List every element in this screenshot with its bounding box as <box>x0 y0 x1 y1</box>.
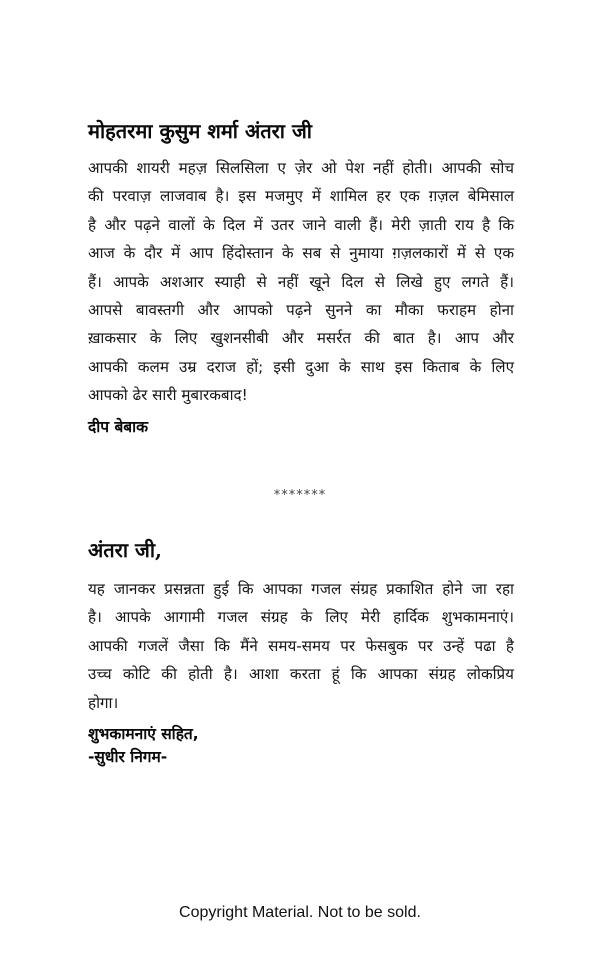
body-line: ख़ाकसार के लिए खुशनसीबी और मसर्रत की बात है। आप और <box>88 329 514 348</box>
closing: शुभकामनाएं सहित, <box>88 724 199 743</box>
body-line: हैं। आपके अशआर स्याही से नहीं खूने दिल से लिखे हुए लगते हैं। <box>88 272 514 291</box>
body-line: आपकी गजलें जैसा कि मैंने समय-समय पर फेसबुक पर उन्हें पढा है <box>88 636 514 655</box>
body-line: आपकी कलम उम्र दराज हों; इसी दुआ के साथ इस किताब के लिए <box>88 357 514 376</box>
body-line: उच्च कोटि की होती है। आशा करता हूं कि आपका संग्रह लोकप्रिय <box>88 665 514 684</box>
letter-sudhir-nigam <box>88 537 514 769</box>
body-line: की परवाज़ लाजवाब है। इस मजमुए में शामिल हर एक ग़ज़ल बेमिसाल <box>88 187 514 206</box>
letter-heading: मोहतरमा कुसुम शर्मा अंतरा जी <box>88 119 312 143</box>
letter-heading: अंतरा जी, <box>88 538 162 562</box>
letter-body <box>88 154 514 410</box>
body-line: है। आपके आगामी गजल संग्रह के लिए मेरी हार्दिक शुभकामनाएं। <box>88 608 514 627</box>
body-line: यह जानकर प्रसन्नता हुई कि आपका गजल संग्रह प्रकाशित होने जा रहा <box>88 580 514 598</box>
body-line: आपसे बावस्तगी और आपको पढ़ने सुनने का मौका फराहम होना <box>88 300 514 319</box>
letter-dip-bebak <box>88 118 514 439</box>
letter-body <box>88 575 514 717</box>
copyright-notice: Copyright Material. Not to be sold. <box>179 904 421 921</box>
body-line: आपकी शायरी महज़ सिलसिला ए ज़ेर ओ पेश नहीं होती। आपकी सोच <box>88 159 514 177</box>
body-line: आज के दौर में आप हिंदोस्तान के सब से नुमाया ग़ज़लकारों में से एक <box>88 244 514 263</box>
signature: -सुधीर निगम- <box>88 747 168 766</box>
section-divider: ******* <box>273 488 327 503</box>
body-line: आपको ढेर सारी मुबारकबाद! <box>88 386 248 405</box>
signature: दीप बेबाक <box>88 417 149 436</box>
body-line: है और पढ़ने वालों के दिल में उतर जाने वाली हैं। मेरी ज़ाती राय है कि <box>88 215 514 234</box>
body-line: होगा। <box>88 693 119 712</box>
